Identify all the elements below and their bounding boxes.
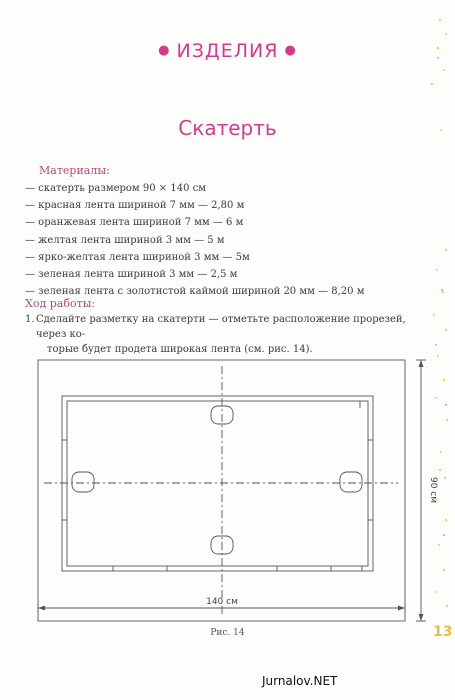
figure-caption: Рис. 14 — [210, 628, 245, 638]
materials-heading: Материалы: — [39, 164, 110, 177]
bullet-dot-icon: ● — [158, 43, 171, 58]
ribbon-frame-outer — [62, 396, 373, 571]
list-item: — скатерть размером 90 × 140 см — [25, 183, 206, 194]
step-text-line: Сделайте разметку на скатерти — отметьте расположение прорезей, через ко- — [36, 314, 406, 340]
height-label: 90 см — [428, 476, 438, 504]
list-item: — оранжевая лента шириной 7 мм — 6 м — [25, 217, 244, 229]
cut-marker-left — [72, 472, 94, 492]
cloth-outline — [38, 360, 405, 621]
cut-marker-right — [340, 472, 362, 492]
ribbon-frame-inner — [67, 401, 368, 566]
arrow-right-icon — [398, 606, 405, 611]
slot-marks — [62, 401, 373, 571]
list-item: — красная лента шириной 7 мм — 2,80 м — [25, 200, 245, 212]
page-title: Скатерть — [178, 116, 277, 140]
list-item: — зеленая лента шириной 3 мм — 2,5 м — [25, 269, 238, 281]
list-item: — зеленая лента с золотистой каймой шириной 20 мм — 8,20 м — [25, 286, 365, 298]
width-label: 140 см — [206, 597, 238, 607]
step-text-line: торые будет продета широкая лента (см. рис. 14). — [47, 344, 313, 355]
section-header-text: ИЗДЕЛИЯ — [176, 40, 279, 62]
watermark: Jurnalov.NET — [262, 674, 338, 688]
bullet-dot-icon: ● — [284, 43, 297, 58]
step-number: 1. — [25, 314, 35, 325]
work-heading: Ход работы: — [25, 297, 96, 310]
arrow-left-icon — [38, 606, 45, 611]
list-item: — ярко-желтая лента шириной 3 мм — 5м — [25, 251, 250, 263]
arrow-down-icon — [419, 614, 424, 621]
page-number: 13 — [433, 624, 453, 640]
list-item: — желтая лента шириной 3 мм — 5 м — [25, 234, 225, 246]
arrow-up-icon — [419, 360, 424, 367]
